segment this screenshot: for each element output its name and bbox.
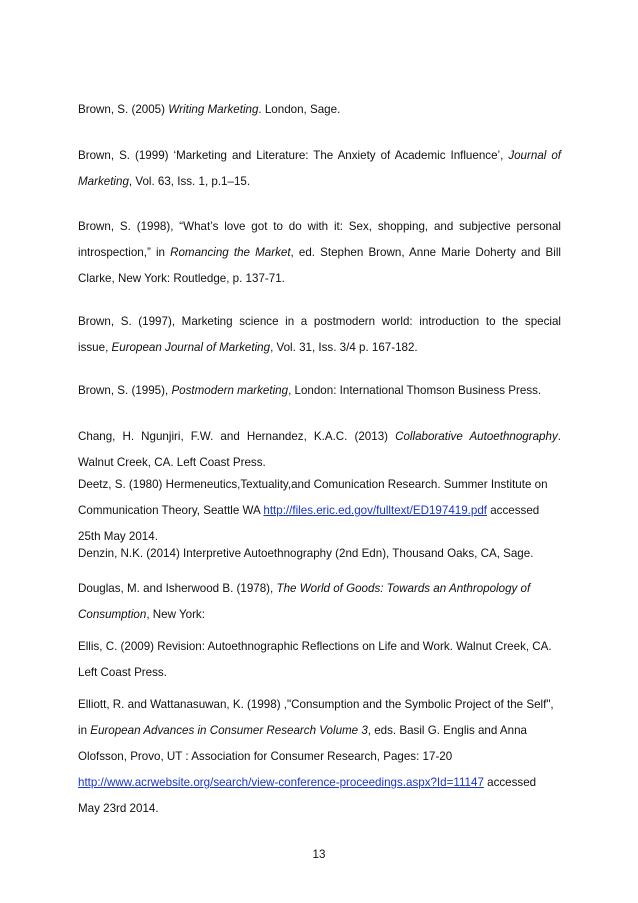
- reference-text: Brown, S. (2005): [78, 103, 169, 116]
- reference-deetz-1980: [78, 472, 561, 550]
- reference-title: Romancing the Market: [170, 246, 291, 259]
- reference-text: Brown, S. (1999) ‘Marketing and Literature: The Anxiety of Academic Influence’,: [78, 149, 509, 162]
- reference-line: [78, 240, 561, 266]
- reference-text: Douglas, M. and Isherwood B. (1978),: [78, 582, 277, 595]
- reference-line: [78, 634, 561, 660]
- reference-text: , New York:: [146, 608, 205, 621]
- reference-link[interactable]: http://files.eric.ed.gov/fulltext/ED197419.pdf: [263, 504, 488, 517]
- reference-text: Clarke, New York: Routledge, p. 137-71.: [78, 272, 285, 285]
- reference-text: Brown, S. (1998), “What’s love got to do with it: Sex, shopping, and subjective personal: [78, 220, 561, 233]
- reference-text: 25th May 2014.: [78, 530, 158, 543]
- reference-text: Walnut Creek, CA. Left Coast Press.: [78, 456, 266, 469]
- reference-line: [78, 335, 561, 361]
- reference-text: in: [78, 724, 91, 737]
- reference-line: [78, 169, 561, 195]
- reference-line: [78, 97, 561, 123]
- reference-line: [78, 143, 561, 169]
- reference-line: [78, 576, 561, 602]
- reference-title: Writing Marketing: [168, 103, 259, 116]
- reference-text: Left Coast Press.: [78, 666, 167, 679]
- reference-brown-2005: [78, 97, 561, 123]
- reference-line: [78, 424, 561, 450]
- reference-text: accessed: [483, 776, 537, 789]
- reference-text: Brown, S. (1997), Marketing science in a postmodern world: introduction to the special: [78, 315, 561, 328]
- reference-text: introspection,” in: [78, 246, 171, 259]
- reference-text: Communication Theory, Seattle WA: [78, 504, 264, 517]
- reference-text: , Vol. 31, Iss. 3/4 p. 167-182.: [270, 341, 418, 354]
- reference-line: [78, 214, 561, 240]
- reference-line: [78, 718, 561, 744]
- reference-text: May 23rd 2014.: [78, 802, 159, 815]
- reference-line: [78, 472, 561, 498]
- reference-line: [78, 744, 561, 770]
- reference-text: Chang, H. Ngunjiri, F.W. and Hernandez, K.A.C. (2013): [78, 430, 396, 443]
- reference-title: European Advances in Consumer Research Volume 3: [90, 724, 368, 737]
- reference-link[interactable]: http://www.acrwebsite.org/search/view-conference-proceedings.aspx?Id=11147: [78, 776, 484, 789]
- reference-line: [78, 541, 561, 567]
- reference-title: Consumption: [78, 608, 147, 621]
- reference-line: [78, 309, 561, 335]
- reference-ellis-2009: [78, 634, 561, 686]
- reference-text: , eds. Basil G. Englis and Anna: [367, 724, 527, 737]
- reference-title: Collaborative Autoethnography: [395, 430, 558, 443]
- reference-text: Deetz, S. (1980) Hermeneutics,Textuality,and Comunication Research. Summer Institute on: [78, 478, 548, 491]
- reference-denzin-2014: [78, 541, 561, 567]
- reference-line: [78, 498, 561, 524]
- reference-brown-1997: [78, 309, 561, 361]
- reference-elliott-1998: [78, 692, 561, 822]
- page-number: 13: [312, 848, 326, 861]
- reference-line: [78, 602, 561, 628]
- reference-brown-1995: [78, 378, 561, 404]
- reference-text: Denzin, N.K. (2014) Interpretive Autoethnography (2nd Edn), Thousand Oaks, CA, Sage.: [78, 547, 534, 560]
- reference-title: Marketing: [78, 175, 129, 188]
- reference-chang-2013: [78, 424, 561, 476]
- reference-line: [78, 378, 561, 404]
- reference-brown-1998: [78, 214, 561, 292]
- reference-text: Olofsson, Provo, UT : Association for Consumer Research, Pages: 17-20: [78, 750, 453, 763]
- reference-line: [78, 796, 561, 822]
- reference-text: Brown, S. (1995),: [78, 384, 172, 397]
- reference-title: Postmodern marketing: [171, 384, 289, 397]
- reference-text: . London, Sage.: [258, 103, 341, 116]
- reference-text: accessed: [487, 504, 540, 517]
- reference-title: Journal of: [508, 149, 561, 162]
- reference-text: , Vol. 63, Iss. 1, p.1–15.: [128, 175, 251, 188]
- reference-text: , ed. Stephen Brown, Anne Marie Doherty and Bill: [290, 246, 561, 259]
- reference-text: .: [557, 430, 561, 443]
- reference-text: , London: International Thomson Business Press.: [288, 384, 542, 397]
- reference-title: European Journal of Marketing: [111, 341, 271, 354]
- reference-line: [78, 660, 561, 686]
- reference-text: Elliott, R. and Wattanasuwan, K. (1998) ,"Consumption and the Symbolic Project of the Self",: [78, 698, 554, 711]
- reference-brown-1999: [78, 143, 561, 195]
- reference-line: [78, 266, 561, 292]
- reference-text: Ellis, C. (2009) Revision: Autoethnographic Reflections on Life and Work. Walnut Creek, CA.: [78, 640, 552, 653]
- reference-text: issue,: [78, 341, 112, 354]
- reference-line: [78, 692, 561, 718]
- reference-douglas-1978: [78, 576, 561, 628]
- reference-line: [78, 770, 561, 796]
- reference-title: The World of Goods: Towards an Anthropology of: [276, 582, 531, 595]
